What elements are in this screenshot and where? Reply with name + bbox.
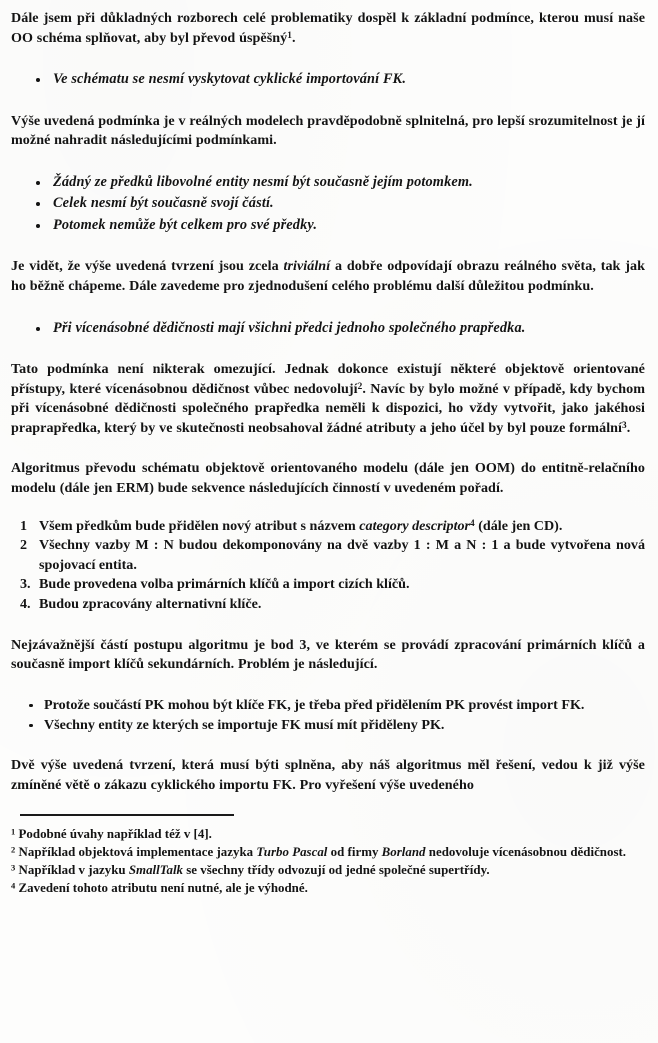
- list-item: Všechny entity ze kterých se importuje FK musí mít přiděleny PK.: [11, 716, 645, 736]
- step-number: 1: [20, 517, 28, 534]
- footnote-ref-1[interactable]: 1: [287, 30, 292, 41]
- footnote-text-mid: od firmy: [327, 844, 382, 859]
- step-number: 4.: [20, 596, 31, 612]
- spacer: [11, 499, 645, 517]
- paragraph-most-important: Nejzávažnější částí postupu algoritmu je bod 3, ve kterém se provádí zpracování primárních klíčů a současně import klíčů sekundárních. Problém je následující.: [11, 636, 645, 673]
- paragraph-not-limiting-c: .: [626, 419, 631, 436]
- paragraph-trivial-tail: a dobře odpovídají obrazu reálného světa, tak jak ho běžně chápeme. Dále zavedeme pro zjednodušení celého problému další důležitou podmínku.: [11, 258, 645, 294]
- emphasis-borland: Borland: [381, 844, 426, 859]
- spacer: [11, 735, 645, 756]
- footnote-text: Například objektová implementace jazyka: [18, 844, 257, 859]
- emphasis-category-descriptor: category descriptor: [359, 517, 471, 534]
- spacer: [11, 438, 645, 459]
- footnote-marker: 4: [11, 880, 16, 891]
- spacer: [11, 339, 645, 360]
- list-item: Ve schématu se nesmí vyskytovat cyklické importování FK.: [11, 69, 645, 91]
- list-item: [11, 595, 645, 615]
- list-item: Žádný ze předků libovolné entity nesmí být současně jejím potomkem.: [11, 172, 645, 194]
- list-item: [11, 575, 645, 595]
- spacer: [11, 91, 645, 112]
- spacer: [11, 236, 645, 257]
- footnote-ref-2[interactable]: 2: [357, 381, 363, 392]
- list-item: [11, 536, 645, 575]
- step-text-before: Všem předkům bude přidělen nový atribut s názvem: [39, 517, 360, 534]
- footnote-ref-3[interactable]: 3: [622, 420, 627, 431]
- footnotes-block: [11, 825, 645, 897]
- footnote-marker: 1: [11, 826, 16, 836]
- step-text-before: Budou zpracovány alternativní klíče.: [39, 596, 262, 612]
- footnote-3: [11, 861, 645, 879]
- condition-list-group: [11, 172, 645, 237]
- step-text-before: Bude provedena volba primárních klíčů a import cizích klíčů.: [39, 576, 410, 593]
- paragraph-intro-text: Dále jsem při důkladných rozborech celé problematiky dospěl k základní podmínce, kterou musí naše OO schéma splňovat, aby byl převod úspěšný: [11, 10, 645, 46]
- footnote-text: Zavedení tohoto atributu není nutné, ale je výhodné.: [18, 880, 308, 895]
- footnote-text-mid: se všechny třídy odvozují od jedné společné supertřídy.: [183, 862, 490, 877]
- condition-list-inheritance: [11, 318, 645, 340]
- step-number: 3.: [20, 576, 31, 593]
- paragraph-not-limiting-b: . Navíc by bylo možné v případě, kdy bychom při vícenásobné dědičnosti společného prapředka neměli k dispozici, ho vždy vytvořit, jako jakéhosi praprapředka, který by ve skutečnosti neobsahoval žádné atributy a jeho účel by byl pouze formální: [11, 380, 646, 436]
- footnote-ref-4[interactable]: 4: [470, 518, 475, 529]
- step-text-before: Všechny vazby M : N budou dekomponovány na dvě vazby 1 : M a N : 1 a bude vytvořena nová spojovací entita.: [39, 537, 645, 573]
- condition-list-cyclic: [11, 69, 645, 91]
- list-item: Při vícenásobné dědičnosti mají všichni předci jednoho společného prapředka.: [11, 318, 645, 340]
- spacer: [11, 297, 645, 318]
- emphasis-smalltalk: SmallTalk: [128, 862, 184, 877]
- list-item: Potomek nemůže být celkem pro své předky.: [11, 215, 645, 237]
- list-item: Protože součástí PK mohou být klíče FK, je třeba před přidělením PK provést import FK.: [11, 696, 645, 716]
- emphasis-trivialni: triviální: [283, 258, 331, 275]
- spacer: [11, 675, 645, 696]
- spacer: [11, 48, 645, 69]
- paragraph-not-limiting: [11, 360, 645, 438]
- paragraph-not-limiting-a: Tato podmínka není nikterak omezující. Jednak dokonce existují některé objektově orientované přístupy, které vícenásobnou dědičnost vůbec nedovolují: [11, 361, 645, 397]
- footnote-marker: 3: [11, 862, 16, 873]
- step-text-after: (dále jen CD).: [474, 517, 563, 534]
- list-item: [11, 517, 645, 537]
- paragraph-intro-tail: .: [291, 29, 296, 46]
- list-item: Celek nesmí být současně svojí částí.: [11, 193, 645, 215]
- footnote-4: [11, 879, 645, 897]
- paragraph-algorithm-intro: Algoritmus převodu schématu objektově orientovaného modelu (dále jen OOM) do entitně-relačního modelu (dále jen ERM) bude sekvence následujících činností v uvedeném pořadí.: [11, 460, 645, 497]
- paragraph-trivial-lead: Je vidět, že výše uvedená tvrzení jsou zcela: [11, 258, 284, 275]
- footnote-marker: 2: [11, 844, 16, 855]
- footnote-text-after: nedovoluje vícenásobnou dědičnost.: [425, 844, 627, 859]
- problem-bullet-list: [11, 696, 645, 736]
- paragraph-after-condition: Výše uvedená podmínka je v reálných modelech pravděpodobně splnitelná, pro lepší srozumitelnost je jí možné nahradit následujícími podmínkami.: [11, 112, 645, 149]
- spacer: [11, 151, 645, 172]
- algorithm-steps-list: [11, 517, 645, 615]
- footnote-1: [11, 825, 645, 843]
- paragraph-intro: [11, 9, 645, 48]
- footnote-text: Podobné úvahy například též v [4].: [18, 826, 212, 841]
- emphasis-turbo-pascal: Turbo Pascal: [256, 844, 328, 859]
- step-number: 2: [20, 537, 28, 554]
- footnote-separator-rule: [20, 814, 234, 816]
- footnote-text: Například v jazyku: [18, 862, 129, 877]
- footnote-2: [11, 843, 645, 861]
- spacer: [11, 796, 645, 814]
- spacer: [11, 615, 645, 636]
- paragraph-closing: Dvě výše uvedená tvrzení, která musí býti splněna, aby náš algoritmus měl řešení, vedou k již výše zmíněné větě o zákazu cyklického importu FK. Pro vyřešení výše uvedeného: [11, 757, 645, 793]
- paragraph-trivial: [11, 257, 645, 296]
